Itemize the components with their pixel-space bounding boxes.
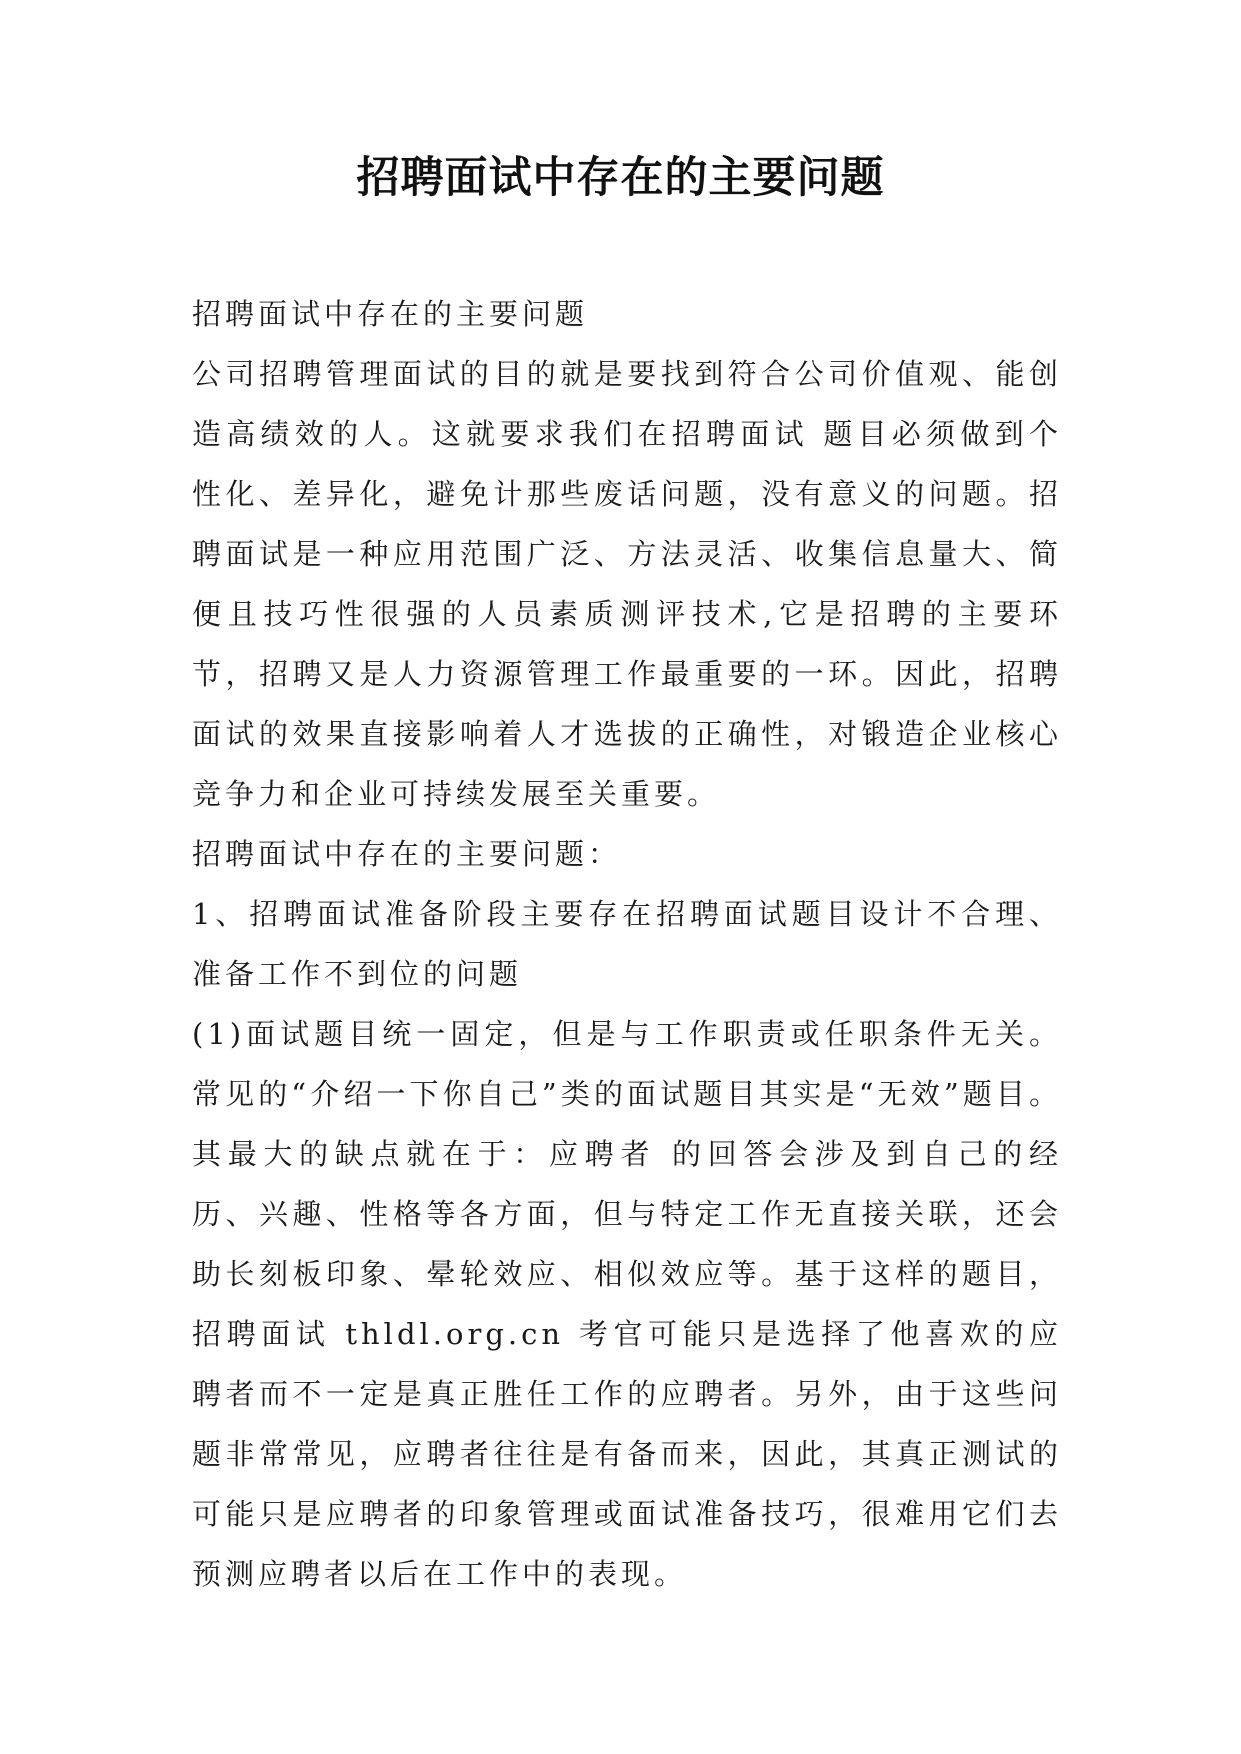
document-body <box>192 284 1062 1604</box>
document-title: 招聘面试中存在的主要问题 <box>356 153 885 203</box>
problem-1-heading: 1、招聘面试准备阶段主要存在招聘面试题目设计不合理、准备工作不到位的问题 <box>192 897 1062 991</box>
intro-paragraph: 公司招聘管理面试的目的就是要找到符合公司价值观、能创造高绩效的人。这就要求我们在招聘面试 题目必须做到个性化、差异化，避免计那些废话问题，没有意义的问题。招聘面试是一种应用范围广泛、方法灵活、收集信息量大、简便且技巧性很强的人员素质测评技术,它是招聘的主要环节，招聘又是人力资源管理工作最重要的一环。因此，招聘面试的效果直接影响着人才选拔的正确性，对锻造企业核心竞争力和企业可持续发展至关重要。 <box>192 357 1062 811</box>
problem-1-detail-paragraph: (1)面试题目统一固定，但是与工作职责或任职条件无关。常见的“介绍一下你自己”类的面试题目其实是“无效”题目。其最大的缺点就在于：应聘者 的回答会涉及到自己的经历、兴趣、性格等各方面，但与特定工作无直接关联，还会助长刻板印象、晕轮效应、相似效应等。基于这样的题目，招聘面试 thldl.org.cn 考官可能只是选择了他喜欢的应聘者而不一定是真正胜任工作的应聘者。另外，由于这些问题非常常见，应聘者往往是有备而来，因此，其真正测试的可能只是应聘者的印象管理或面试准备技巧，很难用它们去预测应聘者以后在工作中的表现。 <box>192 1017 1062 1591</box>
section-heading: 招聘面试中存在的主要问题： <box>192 837 622 871</box>
subtitle-paragraph: 招聘面试中存在的主要问题 <box>192 297 589 331</box>
